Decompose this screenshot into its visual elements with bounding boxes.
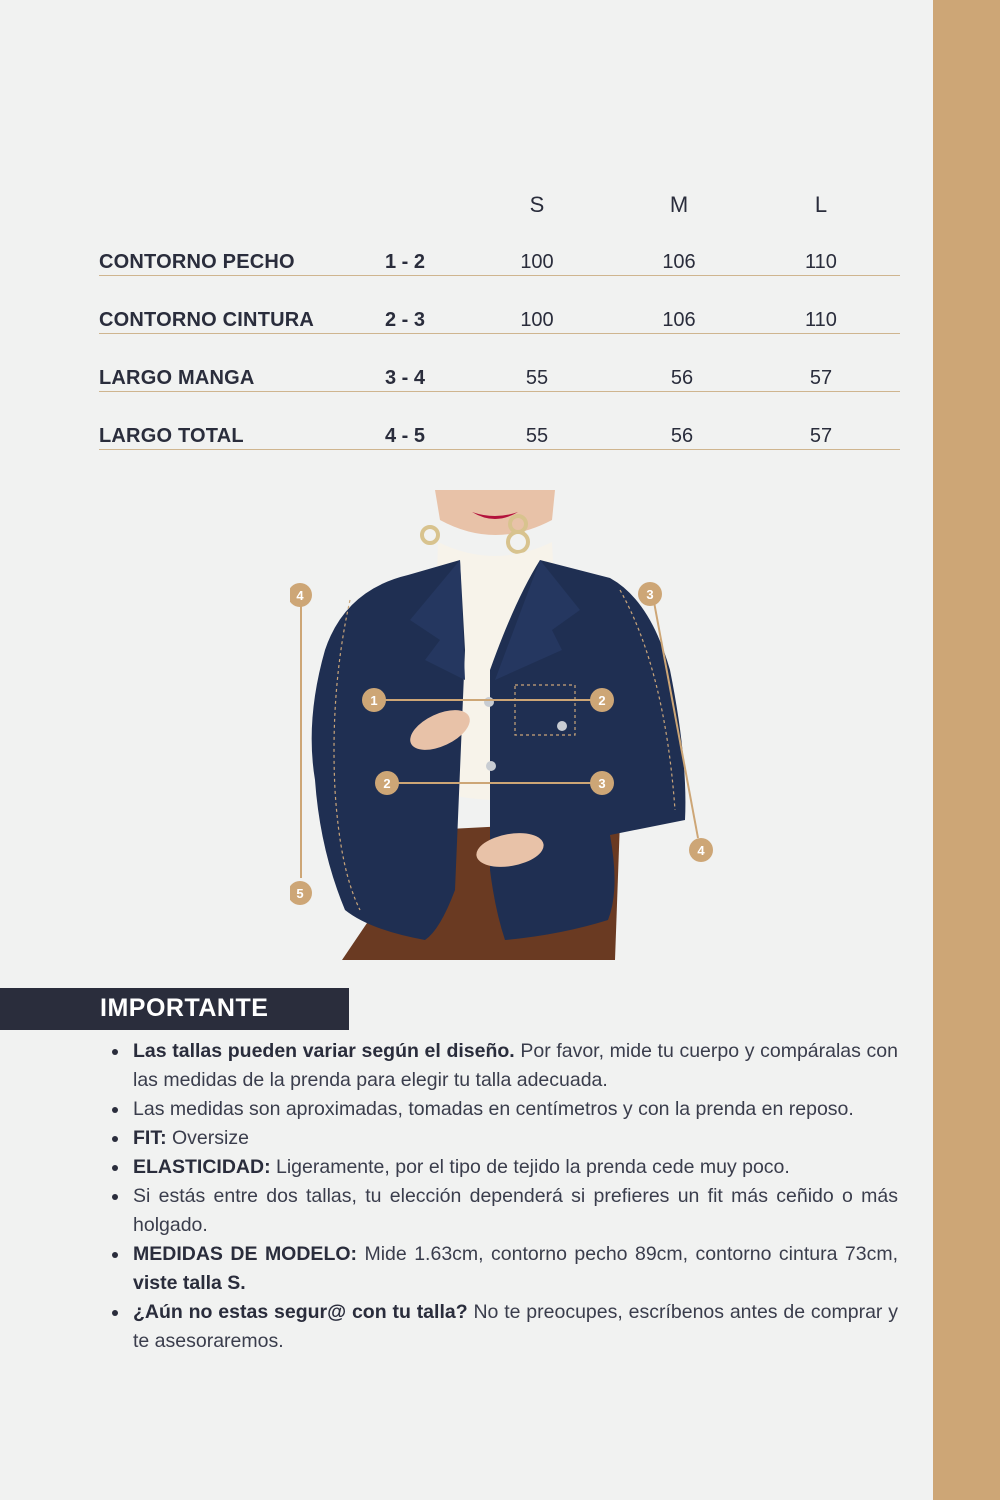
list-item: Si estás entre dos tallas, tu elección dependerá si prefieres un fit más ceñido o más holgado. [100, 1182, 898, 1240]
list-item: Las medidas son aproximadas, tomadas en centímetros y con la prenda en reposo. [100, 1095, 898, 1124]
row-range: 1 - 2 [385, 251, 426, 273]
button-3 [557, 721, 567, 731]
table-row [99, 421, 900, 450]
value-l: 110 [805, 309, 837, 331]
marker-label: 3 [598, 776, 606, 791]
marker-2-right [590, 688, 614, 712]
marker-2-left [375, 771, 399, 795]
side-accent-band [933, 0, 1000, 1500]
value-s: 55 [525, 367, 549, 389]
value-m: 56 [670, 425, 694, 447]
value-l: 57 [809, 367, 833, 389]
marker-label: 4 [296, 588, 304, 603]
button-2 [486, 761, 496, 771]
important-title: IMPORTANTE [100, 994, 269, 1022]
marker-1 [362, 688, 386, 712]
size-header-m: M [669, 192, 689, 217]
marker-label: 1 [370, 693, 378, 708]
marker-label: 2 [598, 693, 606, 708]
list-item: ¿Aún no estas segur@ con tu talla? No te preocupes, escríbenos antes de comprar y te asesoraremos. [100, 1298, 898, 1356]
row-range: 3 - 4 [385, 367, 426, 389]
list-item: Las tallas pueden variar según el diseño. Por favor, mide tu cuerpo y compáralas con las medidas de la prenda para elegir tu talla adecuada. [100, 1037, 898, 1095]
button-1 [484, 697, 494, 707]
marker-3-shoulder [638, 582, 662, 606]
size-header-s: S [529, 192, 545, 217]
value-s: 55 [525, 425, 549, 447]
row-label: LARGO TOTAL [99, 425, 244, 447]
row-label: CONTORNO CINTURA [99, 309, 315, 331]
important-notes-list [100, 1037, 898, 1356]
list-item: ELASTICIDAD: Ligeramente, por el tipo de tejido la prenda cede muy poco. [100, 1153, 898, 1182]
list-item: FIT: Oversize [100, 1124, 898, 1153]
value-s: 100 [520, 309, 554, 331]
row-range: 4 - 5 [385, 425, 426, 447]
marker-label: 5 [296, 886, 304, 901]
list-item: MEDIDAS DE MODELO: Mide 1.63cm, contorno pecho 89cm, contorno cintura 73cm, viste talla S. [100, 1240, 898, 1298]
table-row [99, 363, 900, 392]
jacket-measurement-figure [290, 490, 720, 960]
row-label: LARGO MANGA [99, 367, 255, 389]
marker-label: 3 [646, 587, 654, 602]
value-m: 106 [662, 309, 696, 331]
row-range: 2 - 3 [385, 309, 426, 331]
row-label: CONTORNO PECHO [99, 251, 295, 273]
marker-label: 2 [383, 776, 391, 791]
value-l: 110 [805, 251, 837, 273]
value-m: 106 [662, 251, 696, 273]
marker-4-right [689, 838, 713, 862]
size-header-l: L [814, 192, 828, 217]
value-s: 100 [520, 251, 554, 273]
value-m: 56 [670, 367, 694, 389]
marker-3-waist [590, 771, 614, 795]
table-row [99, 247, 900, 276]
table-row [99, 305, 900, 334]
value-l: 57 [809, 425, 833, 447]
marker-label: 4 [697, 843, 705, 858]
